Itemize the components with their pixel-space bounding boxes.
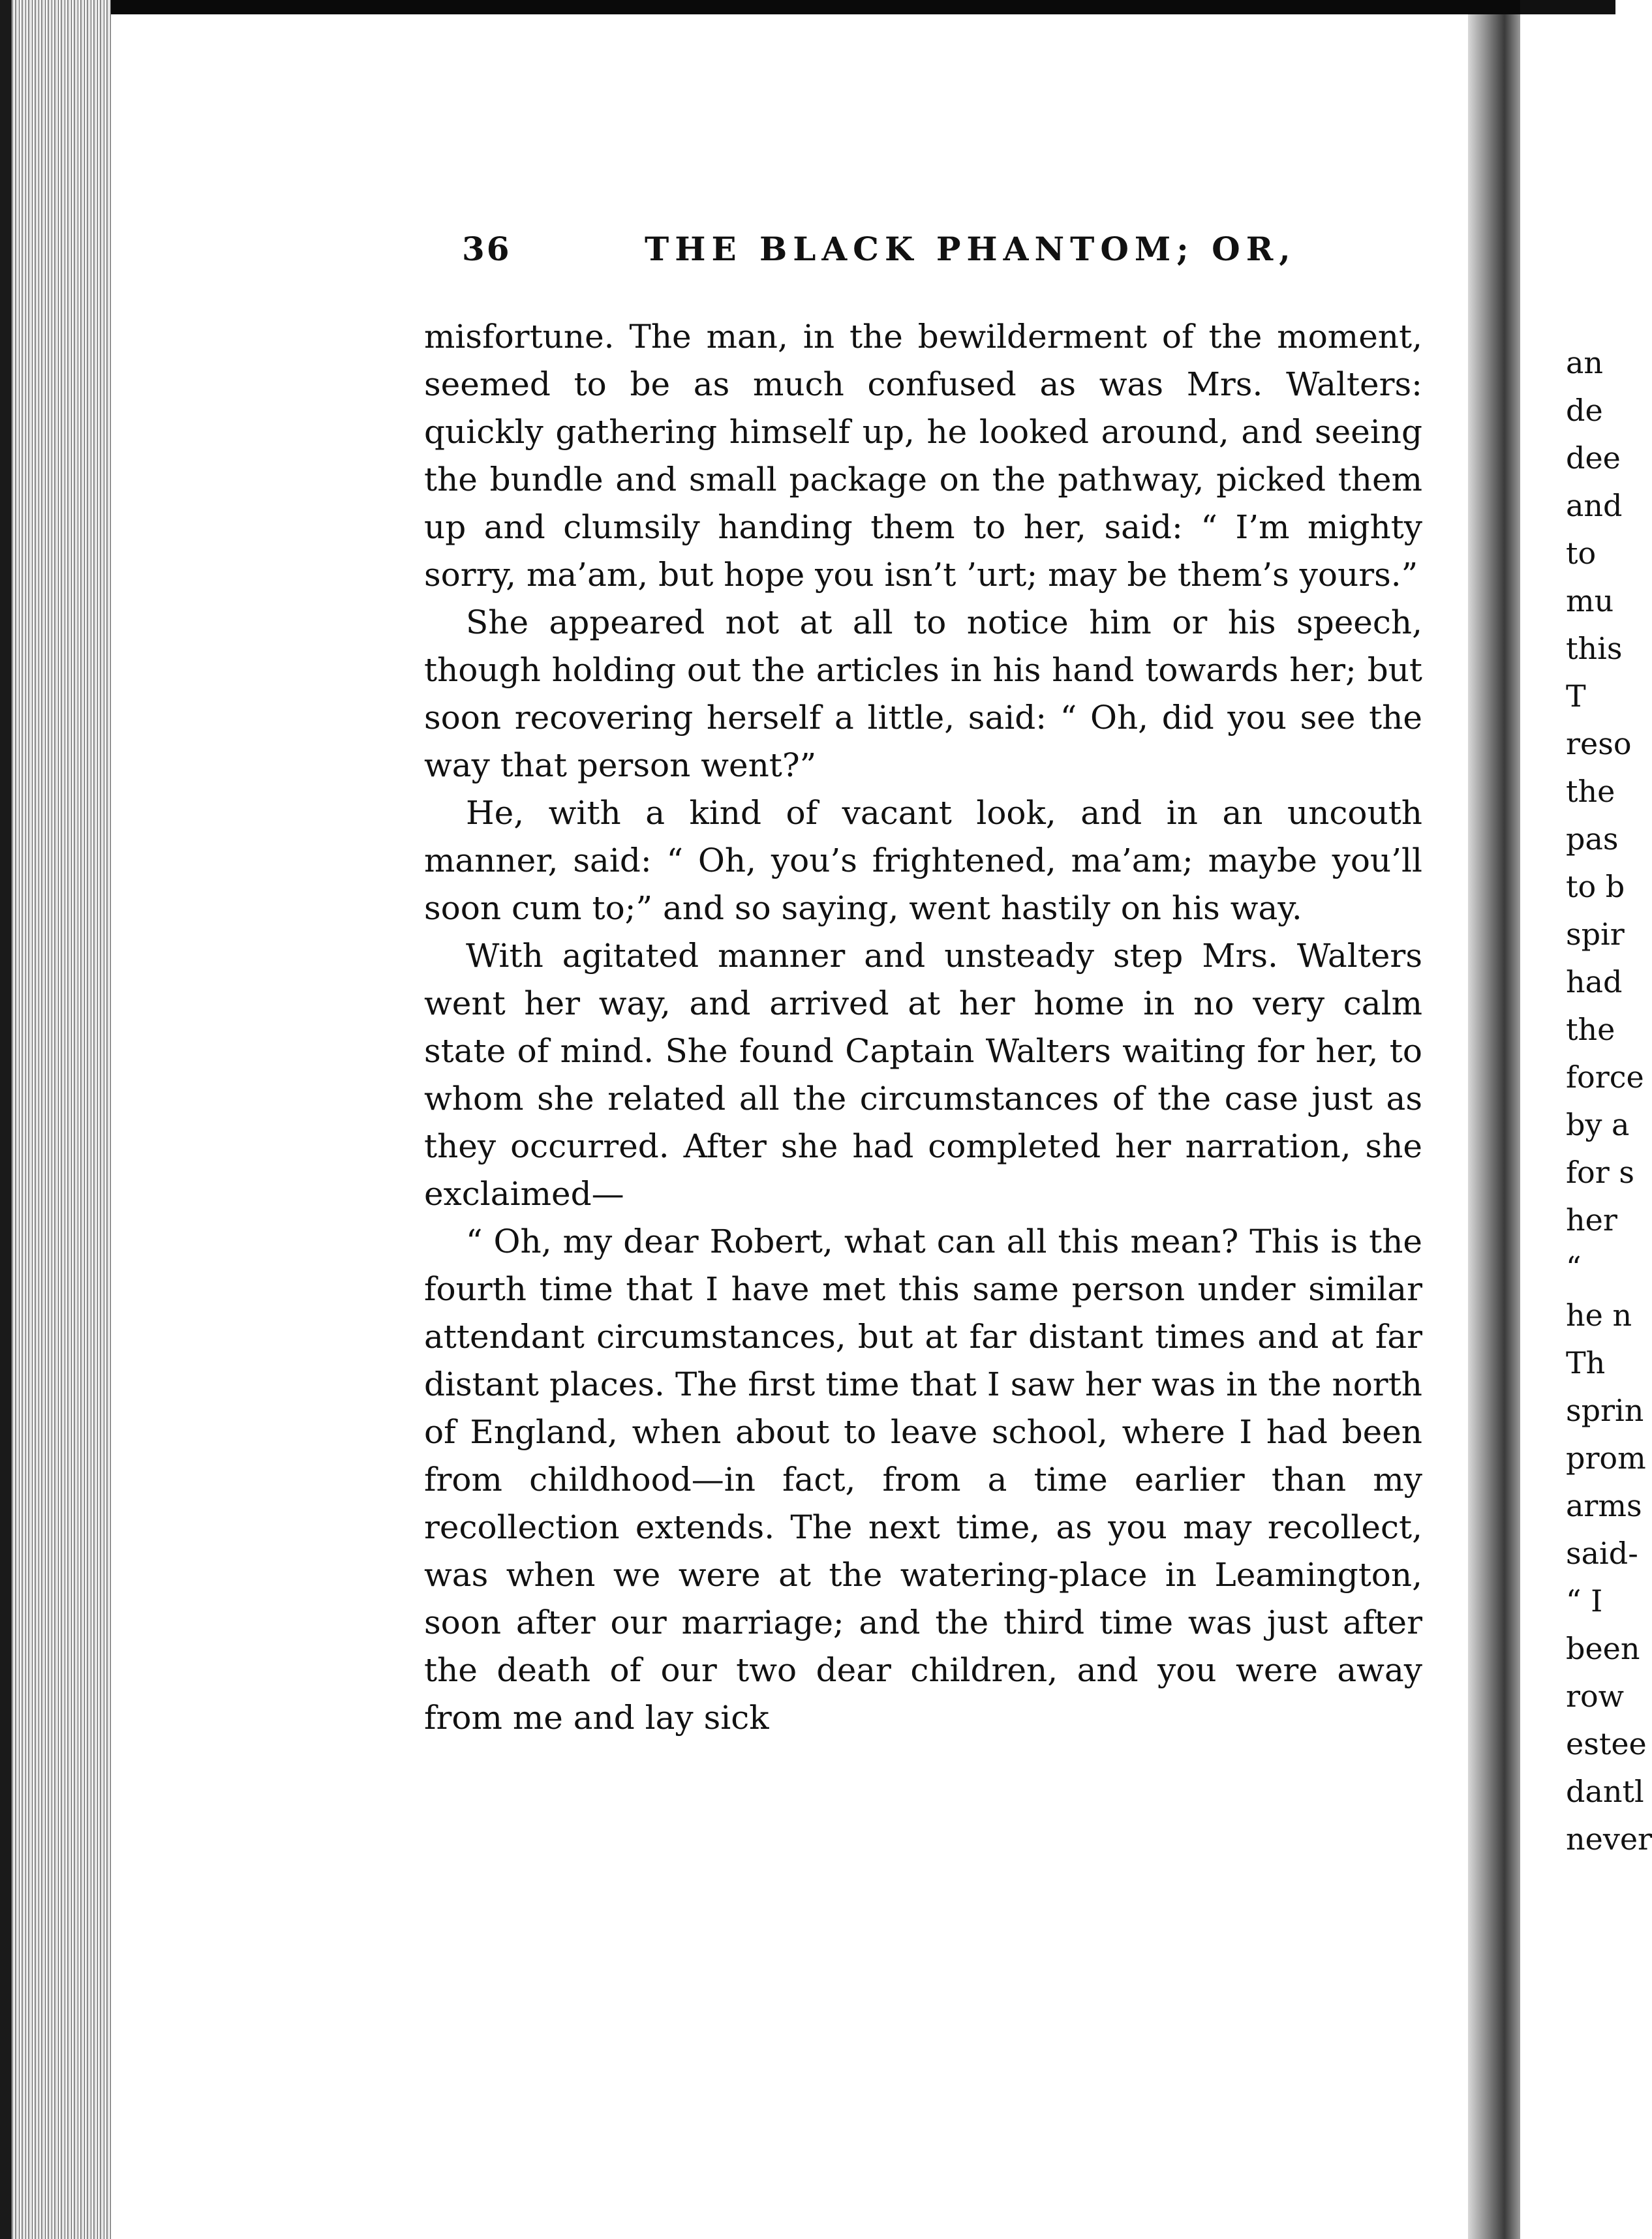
facing-page-line: force bbox=[1566, 1059, 1644, 1095]
facing-page-line: said- bbox=[1566, 1536, 1638, 1571]
paragraph: “ Oh, my dear Robert, what can all this mean? This is the fourth time that I have met this same person under similar attendant circumstances, but at far distant times and at far distant places. The first time that I saw her was in the north of England, when about to leave school, where I had been from childhood—in fact, from a time earlier than my recollection extends. The next time, as you may recollect, was when we were at the watering-place in Leamington, soon after our marriage; and the third time was just after the death of our two dear children, and you were away from me and lay sick bbox=[424, 1223, 1422, 1737]
facing-page-line: prom bbox=[1566, 1440, 1646, 1476]
facing-page-line: reso bbox=[1566, 726, 1632, 761]
facing-page-line: her bbox=[1566, 1202, 1617, 1238]
scan-left-border bbox=[0, 0, 12, 2239]
page-number: 36 bbox=[462, 230, 512, 268]
facing-page-line: “ bbox=[1566, 1250, 1582, 1285]
facing-page-line: for s bbox=[1566, 1155, 1634, 1190]
facing-page-line: he n bbox=[1566, 1298, 1632, 1333]
facing-page-line: sprin bbox=[1566, 1393, 1644, 1428]
facing-page-text bbox=[1566, 339, 1652, 1863]
scan-top-border bbox=[0, 0, 1615, 14]
page-edges bbox=[0, 0, 111, 2239]
facing-page-line: to bbox=[1566, 536, 1597, 571]
paragraph: With agitated manner and unsteady step Mrs. Walters went her way, and arrived at her home in no very calm state of mind. She found Captain Walters waiting for her, to whom she related all the circumstances of the case just as they occurred. After she had completed her narration, she exclaimed— bbox=[424, 937, 1422, 1213]
facing-page-line: had bbox=[1566, 964, 1623, 999]
paragraph: misfortune. The man, in the bewilderment of the moment, seemed to be as much confused as was Mrs. Walters: quickly gathering himself up, he looked around, and seeing the bundle and small package on the pathway, picked them up and clumsily handing them to her, said: “ I’m mighty sorry, ma’am, but hope you isn’t ’urt; may be them’s yours.” bbox=[424, 318, 1422, 594]
facing-page-line: been bbox=[1566, 1631, 1640, 1666]
paragraph: He, with a kind of vacant look, and in an uncouth manner, said: “ Oh, you’s frightened, ma’am; maybe you’ll soon cum to;” and so saying, went hastily on his way. bbox=[424, 794, 1422, 927]
facing-page-line: “ I bbox=[1566, 1583, 1603, 1619]
facing-page-line: arms bbox=[1566, 1488, 1642, 1523]
running-title: THE BLACK PHANTOM; OR, bbox=[645, 230, 1296, 268]
facing-page-line: spir bbox=[1566, 917, 1625, 952]
facing-page-line: the bbox=[1566, 774, 1615, 809]
facing-page-line: this bbox=[1566, 631, 1623, 666]
facing-page-line: de bbox=[1566, 393, 1603, 428]
facing-page-line: by a bbox=[1566, 1107, 1630, 1142]
facing-page-line: T bbox=[1566, 678, 1586, 714]
facing-page-line: the bbox=[1566, 1012, 1615, 1047]
facing-page-line: and bbox=[1566, 488, 1623, 523]
facing-page-line: dantl bbox=[1566, 1774, 1644, 1809]
facing-page-line: an bbox=[1566, 345, 1604, 380]
facing-page-line: Th bbox=[1566, 1345, 1606, 1380]
facing-page-line: never bbox=[1566, 1821, 1652, 1857]
facing-page-line: to b bbox=[1566, 869, 1625, 904]
facing-page-line: row bbox=[1566, 1679, 1625, 1714]
facing-page-line: mu bbox=[1566, 583, 1614, 618]
facing-page-line: dee bbox=[1566, 440, 1621, 476]
paragraph: She appeared not at all to notice him or his speech, though holding out the articles in his hand towards her; but soon recovering herself a little, said: “ Oh, did you see the way that person went?” bbox=[424, 603, 1422, 784]
page-header bbox=[462, 230, 1421, 282]
body-text bbox=[424, 313, 1422, 1742]
facing-page-line: estee bbox=[1566, 1726, 1647, 1761]
book-gutter bbox=[1468, 14, 1520, 2239]
facing-page-line: pas bbox=[1566, 821, 1619, 857]
